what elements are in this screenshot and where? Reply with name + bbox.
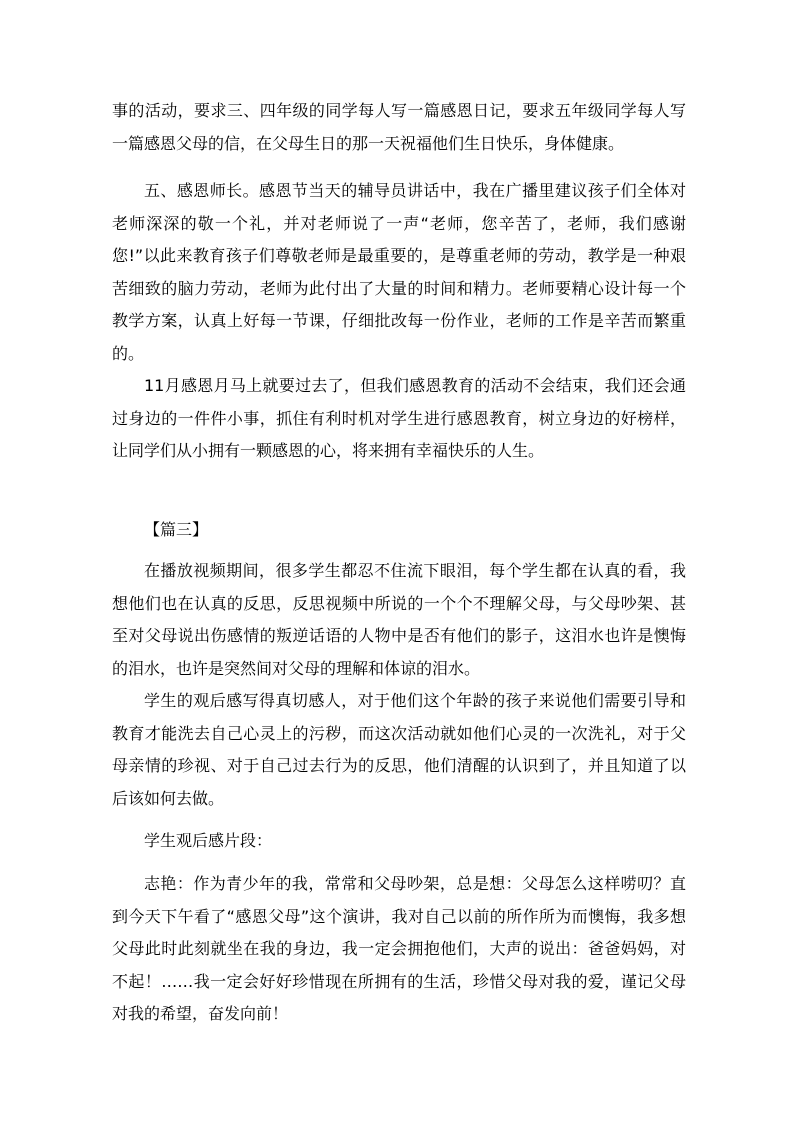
paragraph-student-zhiyan: 志艳：作为青少年的我，常常和父母吵架，总是想：父母怎么这样唠叨？直到今天下午看了“感恩父母”这个演讲，我对自己以前的所作所为而懊悔，我多想父母此时此刻就坐在我的身边，我一定会拥抱他们，大声的说出：爸爸妈妈，对不起！……我一定会好好珍惜现在所拥有的生活，珍惜父母对我的爱，谨记父母对我的希望，奋发向前！ [112,874,686,1024]
paragraph-video-viewing: 在播放视频期间，很多学生都忍不住流下眼泪，每个学生都在认真的看，我想他们也在认真的反思，反思视频中所说的一个个不理解父母，与父母吵架、甚至对父母说出伤感情的叛逆话语的人物中是否有他们的影子，这泪水也许是懊悔的泪水，也许是突然间对父母的理解和体谅的泪水。 [112,561,686,678]
paragraph-thank-teachers: 五、感恩师长。感恩节当天的辅导员讲话中，我在广播里建议孩子们全体对老师深深的敬一个礼，并对老师说了一声“老师，您辛苦了，老师，我们感谢您!”以此来教育孩子们尊敬老师是最重要的，是尊重老师的劳动，教学是一种艰苦细致的脑力劳动，老师为此付出了大量的时间和精力。老师要精心设计每一个教学方案，认真上好每一节课，仔细批改每一份作业，老师的工作是辛苦而繁重的。 [112,181,686,363]
paragraph-continued: 事的活动，要求三、四年级的同学每人写一篇感恩日记，要求五年级同学每人写一篇感恩父母的信，在父母生日的那一天祝福他们生日快乐，身体健康。 [112,101,686,153]
paragraph-student-reflection: 学生的观后感写得真切感人，对于他们这个年龄的孩子来说他们需要引导和教育才能洗去自己心灵上的污秽，而这次活动就如他们心灵的一次洗礼，对于父母亲情的珍视、对于自己过去行为的反思，他们清醒的认识到了，并且知道了以后该如何去做。 [112,691,686,808]
paragraph-excerpts-label: 学生观后感片段： [144,831,273,850]
paragraph-november-month: 11月感恩月马上就要过去了，但我们感恩教育的活动不会结束，我们还会通过身边的一件件小事，抓住有利时机对学生进行感恩教育，树立身边的好榜样，让同学们从小拥有一颗感恩的心，将来拥有幸福快乐的人生。 [112,376,686,461]
section-heading: 【篇三】 [144,520,209,539]
